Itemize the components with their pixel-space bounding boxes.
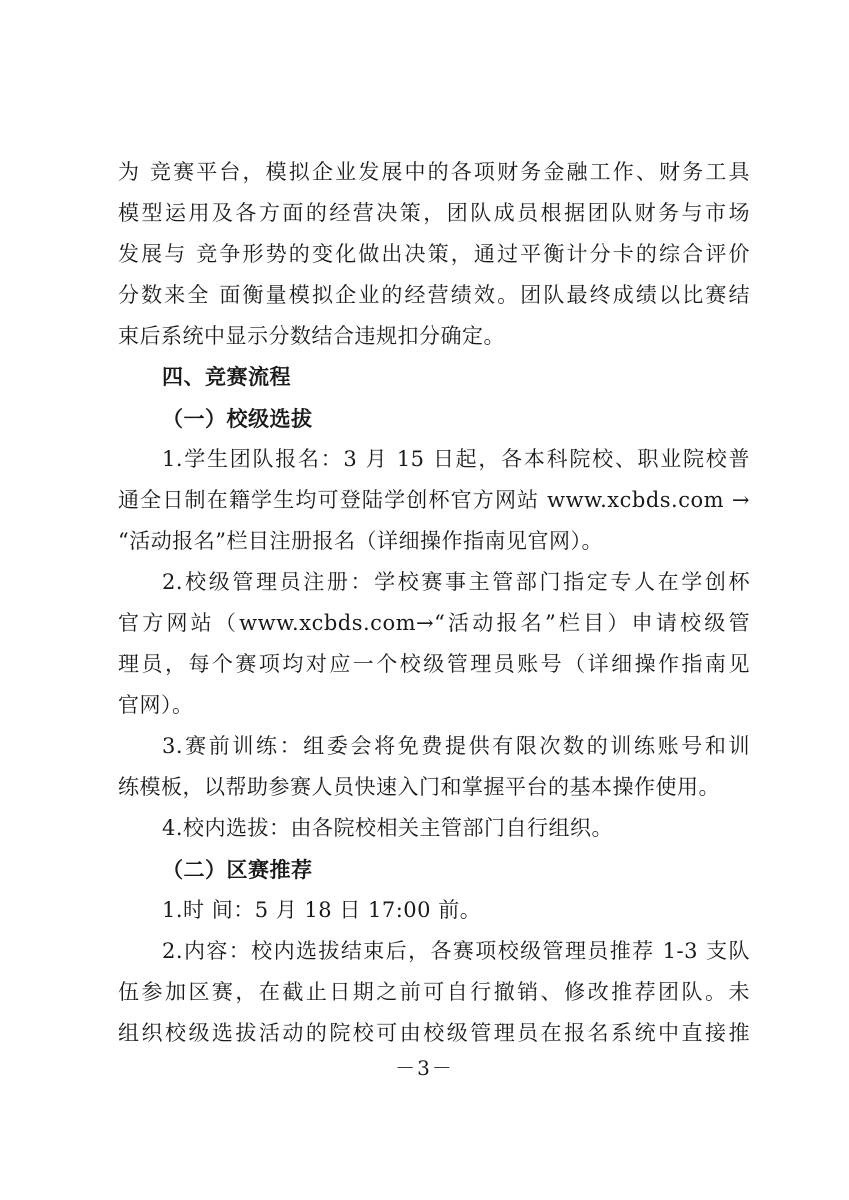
list-item-line: 1.学生团队报名：3 月 15 日起，各本科院校、职业院校普 xyxy=(162,447,750,471)
page-number: －3－ xyxy=(395,1056,454,1080)
list-item-line: 3.赛前训练：组委会将免费提供有限次数的训练账号和训 xyxy=(162,734,750,758)
section-heading: 四、竞赛流程 xyxy=(162,365,291,389)
list-item-line: 理员，每个赛项均对应一个校级管理员账号（详细操作指南见 xyxy=(118,652,750,676)
list-item-line: 1.时 间：5 月 18 日 17:00 前。 xyxy=(162,898,482,922)
list-item-line: 官网）。 xyxy=(118,693,194,717)
list-item-line: 4.校内选拔：由各院校相关主管部门自行组织。 xyxy=(162,816,614,840)
paragraph-line: 为 竞赛平台，模拟企业发展中的各项财务金融工作、财务工具 xyxy=(118,160,750,184)
paragraph-line: 发展与 竞争形势的变化做出决策，通过平衡计分卡的综合评价 xyxy=(118,242,750,266)
list-item-line: 通全日制在籍学生均可登陆学创杯官方网站 www.xcbds.com → xyxy=(118,488,750,512)
list-item-line: 伍参加区赛，在截止日期之前可自行撤销、修改推荐团队。未 xyxy=(118,980,750,1004)
subsection-heading: （二）区赛推荐 xyxy=(162,857,313,882)
list-item-line: 2.内容：校内选拔结束后，各赛项校级管理员推荐 1-3 支队 xyxy=(162,939,750,963)
list-item-line: “活动报名”栏目注册报名（详细操作指南见官网）。 xyxy=(118,529,603,553)
paragraph-line: 模型运用及各方面的经营决策，团队成员根据团队财务与市场 xyxy=(118,201,750,225)
list-item-line: 练模板，以帮助参赛人员快速入门和掌握平台的基本操作使用。 xyxy=(118,775,720,799)
list-item-line: 官方网站（www.xcbds.com→“活动报名”栏目）申请校级管 xyxy=(118,611,750,635)
list-item-line: 组织校级选拔活动的院校可由校级管理员在报名系统中直接推 xyxy=(118,1021,750,1045)
document-body xyxy=(118,152,750,1054)
paragraph-line: 束后系统中显示分数结合违规扣分确定。 xyxy=(118,324,505,348)
subsection-heading: （一）校级选拔 xyxy=(162,406,313,431)
list-item-line: 2.校级管理员注册：学校赛事主管部门指定专人在学创杯 xyxy=(162,570,750,594)
paragraph-line: 分数来全 面衡量模拟企业的经营绩效。团队最终成绩以比赛结 xyxy=(118,283,750,307)
